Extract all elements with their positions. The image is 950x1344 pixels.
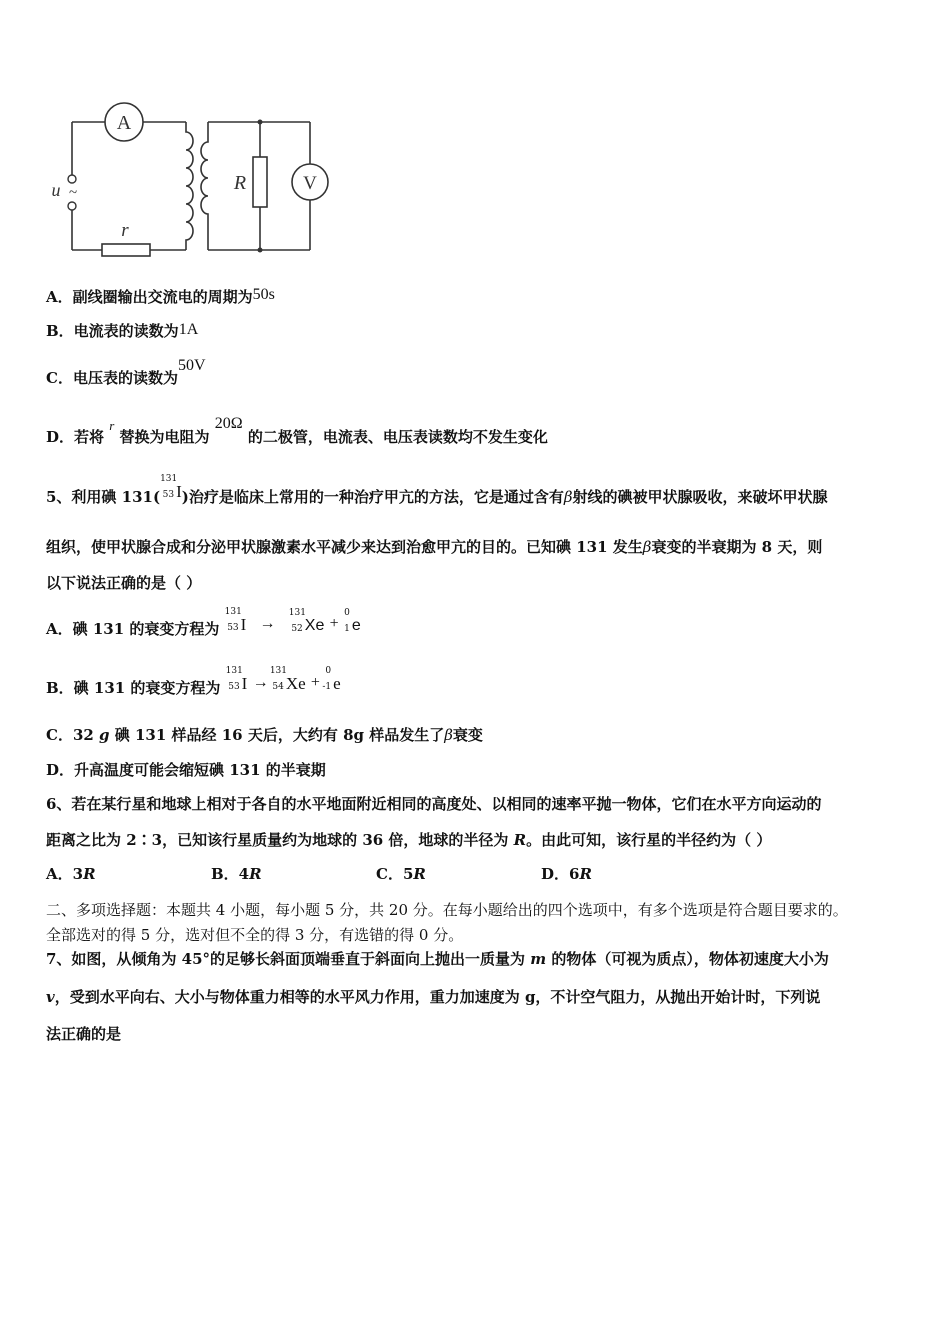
q6-stem-line-1: 6、若在某行星和地球上相对于各自的水平地面附近相同的高度处、以相同的速率平抛一物体，它们在水平方向运动的 xyxy=(46,795,822,813)
section-2-heading-line-2: 全部选对的得 5 分，选对但不全的得 3 分，有选错的得 0 分。 xyxy=(46,926,464,944)
q4-option-d-text-2: 替换为电阻为 xyxy=(119,428,210,446)
q4-option-c xyxy=(46,357,910,388)
beta-symbol: β xyxy=(444,726,453,744)
plus-sign: + xyxy=(310,674,320,691)
q4-option-c-text: C．电压表的读数为 xyxy=(46,369,178,387)
plus-sign: + xyxy=(329,615,339,632)
q6-line2-pre: 距离之比为 2∶3，已知该行星质量约为地球的 36 倍，地球的半径为 xyxy=(46,831,514,849)
q7-stem-line-1 xyxy=(46,948,910,969)
q4-option-d-text-1: D．若将 xyxy=(46,428,105,446)
q4-option-a-text: A．副线圈输出交流电的周期为 xyxy=(46,288,253,306)
q4-option-b xyxy=(46,320,910,341)
q4-option-d xyxy=(46,415,910,447)
q5-option-c-g: g xyxy=(99,726,110,744)
q4-option-d-value: 20Ω xyxy=(214,415,243,432)
q4-option-d-r: r xyxy=(109,418,115,433)
junction-dot-bottom xyxy=(258,248,263,253)
q5-option-c-post: 碘 131 样品经 16 天后，大约有 8g 样品发生了 xyxy=(109,726,445,744)
q5-option-a-text: A．碘 131 的衰变方程为 xyxy=(46,620,220,638)
ammeter xyxy=(105,103,143,141)
arrow: → xyxy=(259,615,276,632)
electron-positive-nuclide: 0 1 e xyxy=(344,607,361,634)
resistor-R-label: R xyxy=(233,172,247,194)
resistor-r xyxy=(102,244,150,256)
q6-option-b: B．4R xyxy=(211,865,262,883)
resistor-r-label: r xyxy=(121,220,129,241)
iodine-131-nuclide: 131 53 I xyxy=(225,666,248,693)
q5-option-a xyxy=(46,607,910,640)
q4-option-d-text-3: 的二极管，电流表、电压表读数均不发生变化 xyxy=(247,428,548,446)
beta-symbol: β xyxy=(563,488,573,506)
q5-option-d: D．升高温度可能会缩短碘 131 的半衰期 xyxy=(46,761,326,779)
q7-stem-line-3: 法正确的是 xyxy=(46,1025,122,1043)
q5-line1-post: )治疗是临床上常用的一种治疗甲亢的方法，它是通过含有 xyxy=(181,488,564,506)
section-2-heading-line-1: 二、多项选择题：本题共 4 小题，每小题 5 分，共 20 分。在每小题给出的四个选项中，有多个选项是符合题目要求的。 xyxy=(46,901,848,919)
q5-option-c-pre: C．32 xyxy=(46,726,100,744)
q4-option-b-value: 1A xyxy=(178,321,199,338)
q5-line1-end: 射线的碘被甲状腺吸收，来破坏甲状腺 xyxy=(572,488,828,506)
q7-stem-line-2 xyxy=(46,986,910,1007)
q4-option-a-value: 50s xyxy=(252,286,275,303)
q6-option-c: C．5R xyxy=(376,865,426,883)
q5-stem-line-1 xyxy=(46,474,910,508)
electron-negative-nuclide: 0 -1 e xyxy=(322,666,341,693)
q5-stem-line-2 xyxy=(46,536,910,557)
q7-line2-post: ，受到水平向右、大小与物体重力相等的水平风力作用，重力加速度为 g，不计空气阻力，从抛出开始计时，下列说 xyxy=(54,988,821,1006)
source-terminal-top xyxy=(68,175,76,183)
transformer-circuit-diagram xyxy=(40,100,340,260)
junction-dot-top xyxy=(258,120,263,125)
q5-option-b xyxy=(46,666,910,699)
voltmeter-label: V xyxy=(303,173,317,194)
beta-symbol: β xyxy=(642,538,652,556)
q5-line1-pre: 5、利用碘 131( xyxy=(46,488,161,506)
arrow: → xyxy=(252,674,269,691)
iodine-131-nuclide: 131 53 I xyxy=(224,607,247,634)
voltmeter xyxy=(292,164,328,200)
q6-option-a: A．3R xyxy=(46,865,96,883)
iodine-131-nuclide: 131 53 I xyxy=(160,474,182,501)
q5-stem-line-3: 以下说法正确的是（ ） xyxy=(46,574,202,592)
q6-options xyxy=(46,863,910,884)
q7-line1-m: m xyxy=(530,950,547,968)
source-terminal-bottom xyxy=(68,202,76,210)
q4-option-c-value: 50V xyxy=(177,357,206,374)
q5-line2-pre: 组织，使甲状腺合成和分泌甲状腺激素水平减少来达到治愈甲亢的目的。已知碘 131 发生 xyxy=(46,538,643,556)
resistor-R xyxy=(253,157,267,207)
ammeter-label: A xyxy=(116,112,132,134)
q7-line1-pre: 7、如图，从倾角为 45°的足够长斜面顶端垂直于斜面向上抛出一质量为 xyxy=(46,950,531,968)
q6-stem-line-2 xyxy=(46,829,910,850)
source-tilde: ~ xyxy=(68,185,78,201)
q7-line2-v: v xyxy=(46,988,55,1006)
q6-line2-post: 。由此可知，该行星的半径约为（ ） xyxy=(526,831,772,849)
q5-option-c xyxy=(46,724,910,745)
q5-option-b-text: B．碘 131 的衰变方程为 xyxy=(46,679,221,697)
q6-line2-R: R xyxy=(513,831,527,849)
source-u-label: u xyxy=(51,180,61,200)
q7-line1-post: 的物体（可视为质点），物体初速度大小为 xyxy=(546,950,829,968)
q6-option-d: D．6R xyxy=(541,865,592,883)
q5-line2-post: 衰变的半衰期为 8 天，则 xyxy=(651,538,823,556)
q4-option-b-text: B．电流表的读数为 xyxy=(46,322,179,340)
q4-option-a xyxy=(46,286,910,307)
xenon-131-52-nuclide: 131 52 Xe xyxy=(288,607,325,634)
xenon-131-54-nuclide: 131 54 Xe xyxy=(269,666,306,693)
q5-option-c-end: 衰变 xyxy=(452,726,483,744)
